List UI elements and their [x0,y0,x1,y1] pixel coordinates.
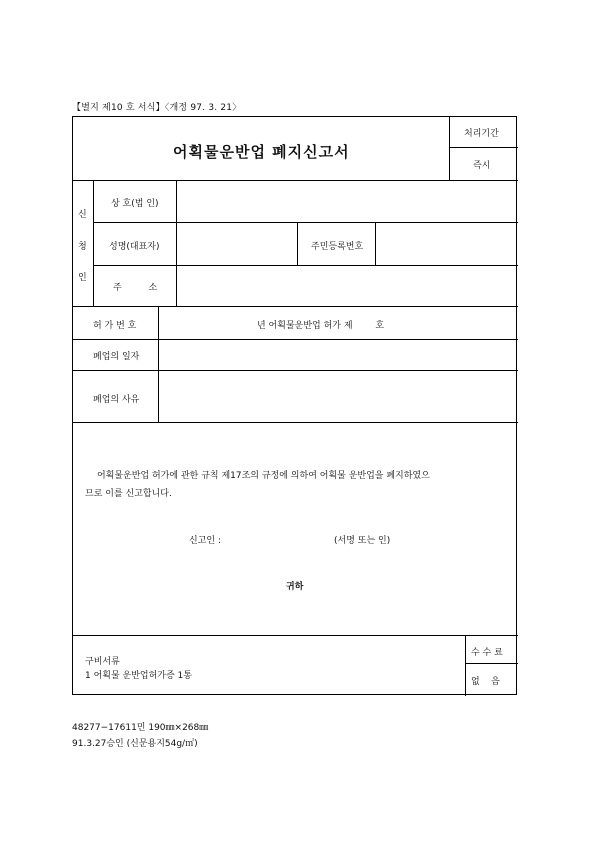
required-document-item: 1 어획물 운반업허가증 1통 [85,671,192,681]
footer-print-spec: 48277−17611민 190㎜×268㎜ [72,723,209,733]
applicant-side-1: 신 [78,210,87,220]
divider-applicant [73,306,518,307]
form-table [72,116,517,695]
vline-processing [449,117,450,180]
resident-number-label: 주민등록번호 [311,242,364,252]
trade-name-label: 상 호(법 인) [111,199,159,209]
fee-value: 없 음 [471,677,500,687]
address-label: 주 소 [113,283,158,293]
vline-resident [375,222,376,265]
divider-title [73,180,518,181]
signature-label: (서명 또는 인) [334,536,391,546]
divider-processing [449,147,518,148]
processing-label: 처리기간 [464,129,499,139]
footer-approval: 91.3.27승인 (신문용지54g/㎡) [72,739,198,749]
statement-line-2: 므로 이를 신고합니다. [85,489,172,499]
form-number-label: 【별지 제10 호 서식】〈개정 97. 3. 21〉 [72,103,242,113]
permit-number-label: 허 가 번 호 [93,321,137,331]
form-title: 어획물운반업 폐지신고서 [173,143,350,161]
permit-number-value: 년 어획물운반업 허가 제 호 [257,321,385,331]
vline-side [93,180,94,306]
closure-reason-label: 폐업의 사유 [93,395,140,405]
divider-reason [73,422,518,423]
statement-line-1: 어획물운반업 허가에 관한 규칙 제17조의 규정에 의하여 어획물 운반업을 폐지하였으 [97,471,430,481]
addressee-label: 귀하 [286,582,304,592]
divider-name [93,265,518,266]
vline-fee [465,635,466,696]
processing-value: 즉시 [473,161,491,171]
applicant-side-2: 청 [78,242,87,252]
fee-label: 수 수 료 [471,648,503,658]
representative-name-label: 성명(대표자) [109,242,160,252]
declarant-label: 신고인 : [189,536,221,546]
vline-rows [158,306,159,422]
divider-trade [93,222,518,223]
applicant-side-3: 인 [78,273,87,283]
closure-date-label: 폐업의 일자 [93,352,140,362]
divider-statement [73,635,518,636]
divider-date [73,370,518,371]
divider-fee [465,663,518,664]
divider-permit [73,339,518,340]
vline-name-value [297,222,298,265]
required-documents-label: 구비서류 [85,657,120,667]
vline-applicant-label [176,180,177,306]
